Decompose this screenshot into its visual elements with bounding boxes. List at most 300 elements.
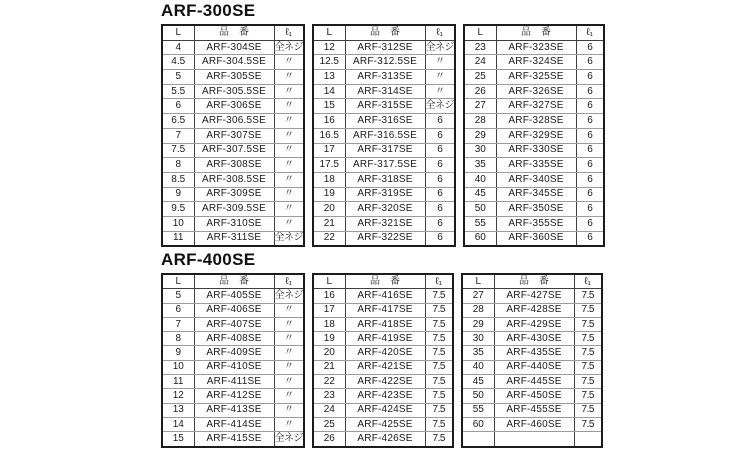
part-number-cell: ARF-326SE	[496, 84, 576, 99]
part-number-cell: ARF-305SE	[194, 70, 274, 85]
table-row	[464, 128, 604, 143]
thread-length-cell: 6	[576, 187, 604, 202]
length-value-cell: 24	[464, 55, 496, 70]
length-value-cell: 14	[313, 84, 345, 99]
length-value-cell: 10	[162, 360, 194, 374]
part-number-cell: ARF-306SE	[194, 99, 274, 114]
thread-length-cell: 〃	[274, 317, 304, 331]
part-number-cell: ARF-428SE	[494, 303, 574, 317]
length-value-cell: 29	[464, 128, 496, 143]
table-row	[464, 70, 604, 85]
table-row	[313, 99, 455, 114]
table-row	[464, 99, 604, 114]
thread-length-cell: 7.5	[425, 317, 453, 331]
table-row	[162, 432, 304, 447]
table-row	[462, 317, 602, 331]
column-header-thread-length: ℓ₁	[425, 274, 453, 289]
thread-length-cell: 〃	[274, 143, 304, 158]
thread-length-cell: 7.5	[425, 346, 453, 360]
table-row	[313, 40, 455, 55]
part-number-cell: ARF-308.5SE	[194, 172, 274, 187]
part-number-cell: ARF-429SE	[494, 317, 574, 331]
thread-length-cell: 7.5	[425, 289, 453, 303]
length-value-cell: 55	[462, 403, 494, 417]
table-row	[162, 216, 304, 231]
thread-length-cell: 〃	[274, 114, 304, 129]
table-row	[162, 375, 304, 389]
length-value-cell: 5	[162, 289, 194, 303]
section-title-arf-300se: ARF-300SE	[161, 1, 256, 20]
length-value-cell: 28	[462, 303, 494, 317]
part-number-cell: ARF-317SE	[345, 143, 425, 158]
column-header-thread-length: ℓ₁	[274, 25, 304, 40]
thread-length-cell: 6	[425, 158, 455, 173]
length-value-cell: 26	[313, 432, 345, 447]
part-number-cell: ARF-408SE	[194, 332, 274, 346]
table-row	[162, 158, 304, 173]
table-row	[462, 375, 602, 389]
part-number-cell: ARF-315SE	[345, 99, 425, 114]
table-row	[464, 172, 604, 187]
thread-length-cell: 〃	[274, 202, 304, 217]
part-number-cell: ARF-445SE	[494, 375, 574, 389]
length-value-cell: 6	[162, 303, 194, 317]
column-header-thread-length: ℓ₁	[425, 25, 455, 40]
length-value-cell: 21	[313, 216, 345, 231]
length-value-cell: 6	[162, 99, 194, 114]
part-number-cell: ARF-415SE	[194, 432, 274, 447]
part-number-cell: ARF-307SE	[194, 128, 274, 143]
thread-length-cell: 6	[576, 84, 604, 99]
length-value-cell: 8	[162, 158, 194, 173]
part-number-cell: ARF-335SE	[496, 158, 576, 173]
column-header-part-number: 品 番	[494, 274, 574, 289]
length-value-cell: 4.5	[162, 55, 194, 70]
header-row	[162, 25, 304, 40]
part-number-cell: ARF-407SE	[194, 317, 274, 331]
column-header-part-number: 品 番	[345, 274, 425, 289]
thread-length-cell: 6	[425, 187, 455, 202]
table-row	[464, 84, 604, 99]
part-number-cell: ARF-327SE	[496, 99, 576, 114]
table-row	[313, 317, 453, 331]
length-value-cell: 23	[464, 40, 496, 55]
table-row	[162, 403, 304, 417]
length-value-cell: 4	[162, 40, 194, 55]
part-number-cell: ARF-320SE	[345, 202, 425, 217]
part-number-cell: ARF-360SE	[496, 231, 576, 246]
length-value-cell: 11	[162, 231, 194, 246]
tables-row-arf-300se	[161, 24, 605, 247]
thread-length-cell: 全ネジ	[425, 99, 455, 114]
part-number-cell: ARF-414SE	[194, 417, 274, 431]
table-row	[464, 114, 604, 129]
length-value-cell: 35	[464, 158, 496, 173]
part-number-cell: ARF-317.5SE	[345, 158, 425, 173]
table-row	[462, 389, 602, 403]
table-row	[313, 172, 455, 187]
column-header-thread-length: ℓ₁	[574, 274, 602, 289]
part-number-cell: ARF-416SE	[345, 289, 425, 303]
table-row	[462, 360, 602, 374]
table-row	[162, 332, 304, 346]
length-value-cell: 45	[464, 187, 496, 202]
part-number-cell: ARF-427SE	[494, 289, 574, 303]
thread-length-cell: 〃	[274, 187, 304, 202]
length-value-cell: 30	[464, 143, 496, 158]
thread-length-cell: 〃	[274, 303, 304, 317]
thread-length-cell: 6	[425, 128, 455, 143]
table-row	[313, 143, 455, 158]
part-number-cell: ARF-307.5SE	[194, 143, 274, 158]
table-row	[462, 289, 602, 303]
part-number-cell: ARF-405SE	[194, 289, 274, 303]
thread-length-cell: 7.5	[425, 375, 453, 389]
column-header-part-number: 品 番	[345, 25, 425, 40]
series-section-arf-300se	[161, 1, 605, 247]
column-header-length: L	[162, 25, 194, 40]
table-row	[313, 231, 455, 246]
thread-length-cell: 7.5	[425, 303, 453, 317]
thread-length-cell: 〃	[274, 172, 304, 187]
part-number-cell: ARF-325SE	[496, 70, 576, 85]
length-value-cell: 20	[313, 202, 345, 217]
part-number-cell: ARF-321SE	[345, 216, 425, 231]
thread-length-cell	[574, 432, 602, 447]
header-row	[464, 25, 604, 40]
length-value-cell: 27	[464, 99, 496, 114]
length-value-cell: 40	[462, 360, 494, 374]
thread-length-cell: 全ネジ	[274, 40, 304, 55]
thread-length-cell: 〃	[274, 158, 304, 173]
thread-length-cell: 〃	[274, 216, 304, 231]
length-value-cell: 23	[313, 389, 345, 403]
thread-length-cell: 6	[425, 216, 455, 231]
part-number-cell: ARF-455SE	[494, 403, 574, 417]
table-row	[313, 158, 455, 173]
thread-length-cell: 6	[576, 158, 604, 173]
thread-length-cell: 6	[576, 40, 604, 55]
part-number-cell: ARF-417SE	[345, 303, 425, 317]
table-row	[162, 303, 304, 317]
thread-length-cell: 7.5	[574, 332, 602, 346]
table-row	[162, 55, 304, 70]
table-row	[162, 202, 304, 217]
part-number-cell: ARF-308SE	[194, 158, 274, 173]
table-row	[162, 99, 304, 114]
part-number-cell: ARF-310SE	[194, 216, 274, 231]
table-row	[162, 317, 304, 331]
parts-table-arf-300se-3	[463, 24, 605, 247]
thread-length-cell: 6	[576, 216, 604, 231]
thread-length-cell: 〃	[274, 346, 304, 360]
part-number-cell: ARF-420SE	[345, 346, 425, 360]
part-number-cell: ARF-421SE	[345, 360, 425, 374]
length-value-cell: 11	[162, 375, 194, 389]
table-row	[162, 84, 304, 99]
thread-length-cell: 6	[576, 114, 604, 129]
part-number-cell: ARF-309.5SE	[194, 202, 274, 217]
length-value-cell: 7	[162, 317, 194, 331]
part-number-cell: ARF-318SE	[345, 172, 425, 187]
column-header-thread-length: ℓ₁	[576, 25, 604, 40]
table-row	[313, 303, 453, 317]
table-row	[462, 346, 602, 360]
length-value-cell: 22	[313, 231, 345, 246]
part-number-cell: ARF-304.5SE	[194, 55, 274, 70]
length-value-cell: 10	[162, 216, 194, 231]
length-value-cell: 7	[162, 128, 194, 143]
length-value-cell: 60	[464, 231, 496, 246]
thread-length-cell: 6	[576, 55, 604, 70]
table-row	[313, 114, 455, 129]
length-value-cell: 29	[462, 317, 494, 331]
length-value-cell: 40	[464, 172, 496, 187]
length-value-cell: 9.5	[162, 202, 194, 217]
length-value-cell: 12	[313, 40, 345, 55]
part-number-cell: ARF-316.5SE	[345, 128, 425, 143]
thread-length-cell: 6	[576, 202, 604, 217]
parts-table-arf-400se-3	[461, 273, 603, 448]
length-value-cell: 8.5	[162, 172, 194, 187]
table-row	[313, 55, 455, 70]
length-value-cell: 16	[313, 114, 345, 129]
table-row	[313, 403, 453, 417]
parts-table-arf-400se-2	[312, 273, 454, 448]
thread-length-cell: 〃	[274, 99, 304, 114]
thread-length-cell: 全ネジ	[274, 289, 304, 303]
header-row	[313, 25, 455, 40]
thread-length-cell: 〃	[274, 375, 304, 389]
length-value-cell: 17.5	[313, 158, 345, 173]
table-row	[464, 158, 604, 173]
table-row	[313, 432, 453, 447]
thread-length-cell: 全ネジ	[425, 40, 455, 55]
tables-row-arf-400se	[161, 273, 603, 448]
table-row	[162, 70, 304, 85]
thread-length-cell: 6	[576, 172, 604, 187]
thread-length-cell: 6	[425, 172, 455, 187]
length-value-cell: 16	[313, 289, 345, 303]
thread-length-cell: 7.5	[574, 375, 602, 389]
table-row	[313, 346, 453, 360]
table-row	[464, 143, 604, 158]
thread-length-cell: 7.5	[425, 432, 453, 447]
part-number-cell: ARF-413SE	[194, 403, 274, 417]
part-number-cell: ARF-314SE	[345, 84, 425, 99]
thread-length-cell: 〃	[274, 389, 304, 403]
thread-length-cell: 全ネジ	[274, 231, 304, 246]
thread-length-cell: 6	[425, 143, 455, 158]
thread-length-cell: 〃	[274, 84, 304, 99]
length-value-cell: 30	[462, 332, 494, 346]
part-number-cell: ARF-328SE	[496, 114, 576, 129]
thread-length-cell: 〃	[274, 70, 304, 85]
length-value-cell: 20	[313, 346, 345, 360]
part-number-cell: ARF-406SE	[194, 303, 274, 317]
thread-length-cell: 6	[425, 114, 455, 129]
table-row	[462, 403, 602, 417]
length-value-cell: 19	[313, 332, 345, 346]
thread-length-cell: 7.5	[425, 332, 453, 346]
table-row	[464, 40, 604, 55]
length-value-cell: 5.5	[162, 84, 194, 99]
thread-length-cell: 7.5	[574, 360, 602, 374]
table-row	[313, 389, 453, 403]
column-header-length: L	[462, 274, 494, 289]
part-number-cell: ARF-312.5SE	[345, 55, 425, 70]
table-row	[313, 202, 455, 217]
table-row	[462, 432, 602, 447]
header-row	[313, 274, 453, 289]
part-number-cell: ARF-412SE	[194, 389, 274, 403]
part-number-cell: ARF-426SE	[345, 432, 425, 447]
column-header-thread-length: ℓ₁	[274, 274, 304, 289]
length-value-cell: 13	[313, 70, 345, 85]
thread-length-cell: 〃	[274, 360, 304, 374]
thread-length-cell: 〃	[274, 332, 304, 346]
table-row	[462, 332, 602, 346]
column-header-part-number: 品 番	[194, 274, 274, 289]
length-value-cell: 55	[464, 216, 496, 231]
thread-length-cell: 〃	[425, 55, 455, 70]
length-value-cell: 22	[313, 375, 345, 389]
column-header-length: L	[464, 25, 496, 40]
length-value-cell: 35	[462, 346, 494, 360]
parts-table-arf-400se-1	[161, 273, 305, 448]
thread-length-cell: 6	[576, 99, 604, 114]
part-number-cell: ARF-319SE	[345, 187, 425, 202]
table-row	[162, 128, 304, 143]
length-value-cell: 12	[162, 389, 194, 403]
thread-length-cell: 〃	[425, 84, 455, 99]
length-value-cell: 9	[162, 346, 194, 360]
part-number-cell: ARF-411SE	[194, 375, 274, 389]
thread-length-cell: 6	[576, 231, 604, 246]
part-number-cell: ARF-345SE	[496, 187, 576, 202]
table-row	[313, 84, 455, 99]
length-value-cell: 50	[464, 202, 496, 217]
table-row	[464, 216, 604, 231]
thread-length-cell: 7.5	[574, 317, 602, 331]
part-number-cell: ARF-422SE	[345, 375, 425, 389]
part-number-cell: ARF-324SE	[496, 55, 576, 70]
part-number-cell: ARF-355SE	[496, 216, 576, 231]
thread-length-cell: 〃	[274, 55, 304, 70]
column-header-part-number: 品 番	[496, 25, 576, 40]
part-number-cell: ARF-410SE	[194, 360, 274, 374]
table-row	[464, 231, 604, 246]
part-number-cell: ARF-440SE	[494, 360, 574, 374]
part-number-cell: ARF-313SE	[345, 70, 425, 85]
part-number-cell: ARF-330SE	[496, 143, 576, 158]
length-value-cell: 8	[162, 332, 194, 346]
length-value-cell: 7.5	[162, 143, 194, 158]
length-value-cell: 28	[464, 114, 496, 129]
table-row	[313, 417, 453, 431]
part-number-cell: ARF-312SE	[345, 40, 425, 55]
length-value-cell: 17	[313, 303, 345, 317]
column-header-length: L	[313, 274, 345, 289]
length-value-cell: 19	[313, 187, 345, 202]
thread-length-cell: 7.5	[574, 389, 602, 403]
length-value-cell: 15	[162, 432, 194, 447]
table-row	[313, 332, 453, 346]
column-header-length: L	[313, 25, 345, 40]
parts-table-arf-300se-1	[161, 24, 305, 247]
table-row	[313, 375, 453, 389]
part-number-cell: ARF-322SE	[345, 231, 425, 246]
table-row	[313, 360, 453, 374]
table-row	[313, 216, 455, 231]
table-row	[162, 417, 304, 431]
table-row	[462, 303, 602, 317]
table-row	[462, 417, 602, 431]
thread-length-cell: 7.5	[574, 303, 602, 317]
length-value-cell: 27	[462, 289, 494, 303]
thread-length-cell: 〃	[274, 417, 304, 431]
part-number-cell: ARF-311SE	[194, 231, 274, 246]
part-number-cell: ARF-423SE	[345, 389, 425, 403]
table-row	[313, 187, 455, 202]
length-value-cell: 5	[162, 70, 194, 85]
part-number-cell: ARF-435SE	[494, 346, 574, 360]
length-value-cell	[462, 432, 494, 447]
thread-length-cell: 7.5	[574, 289, 602, 303]
header-row	[462, 274, 602, 289]
thread-length-cell: 〃	[274, 403, 304, 417]
section-title-arf-400se: ARF-400SE	[161, 250, 256, 269]
length-value-cell: 25	[313, 417, 345, 431]
table-row	[162, 143, 304, 158]
series-section-arf-400se	[161, 250, 603, 448]
part-number-cell: ARF-409SE	[194, 346, 274, 360]
length-value-cell: 6.5	[162, 114, 194, 129]
table-row	[162, 40, 304, 55]
thread-length-cell: 7.5	[425, 389, 453, 403]
part-number-cell: ARF-419SE	[345, 332, 425, 346]
part-number-cell: ARF-329SE	[496, 128, 576, 143]
thread-length-cell: 7.5	[425, 360, 453, 374]
length-value-cell: 13	[162, 403, 194, 417]
thread-length-cell: 6	[576, 143, 604, 158]
table-row	[464, 55, 604, 70]
part-number-cell: ARF-340SE	[496, 172, 576, 187]
part-number-cell: ARF-460SE	[494, 417, 574, 431]
table-row	[464, 202, 604, 217]
thread-length-cell: 6	[425, 202, 455, 217]
table-row	[162, 172, 304, 187]
length-value-cell: 21	[313, 360, 345, 374]
length-value-cell: 17	[313, 143, 345, 158]
thread-length-cell: 6	[425, 231, 455, 246]
part-number-cell	[494, 432, 574, 447]
table-row	[162, 360, 304, 374]
length-value-cell: 60	[462, 417, 494, 431]
length-value-cell: 50	[462, 389, 494, 403]
table-row	[162, 346, 304, 360]
table-row	[162, 389, 304, 403]
part-number-cell: ARF-304SE	[194, 40, 274, 55]
table-row	[313, 289, 453, 303]
thread-length-cell: 〃	[274, 128, 304, 143]
table-row	[162, 289, 304, 303]
length-value-cell: 18	[313, 317, 345, 331]
part-number-cell: ARF-350SE	[496, 202, 576, 217]
parts-table-arf-300se-2	[312, 24, 456, 247]
thread-length-cell: 7.5	[425, 403, 453, 417]
part-number-cell: ARF-323SE	[496, 40, 576, 55]
